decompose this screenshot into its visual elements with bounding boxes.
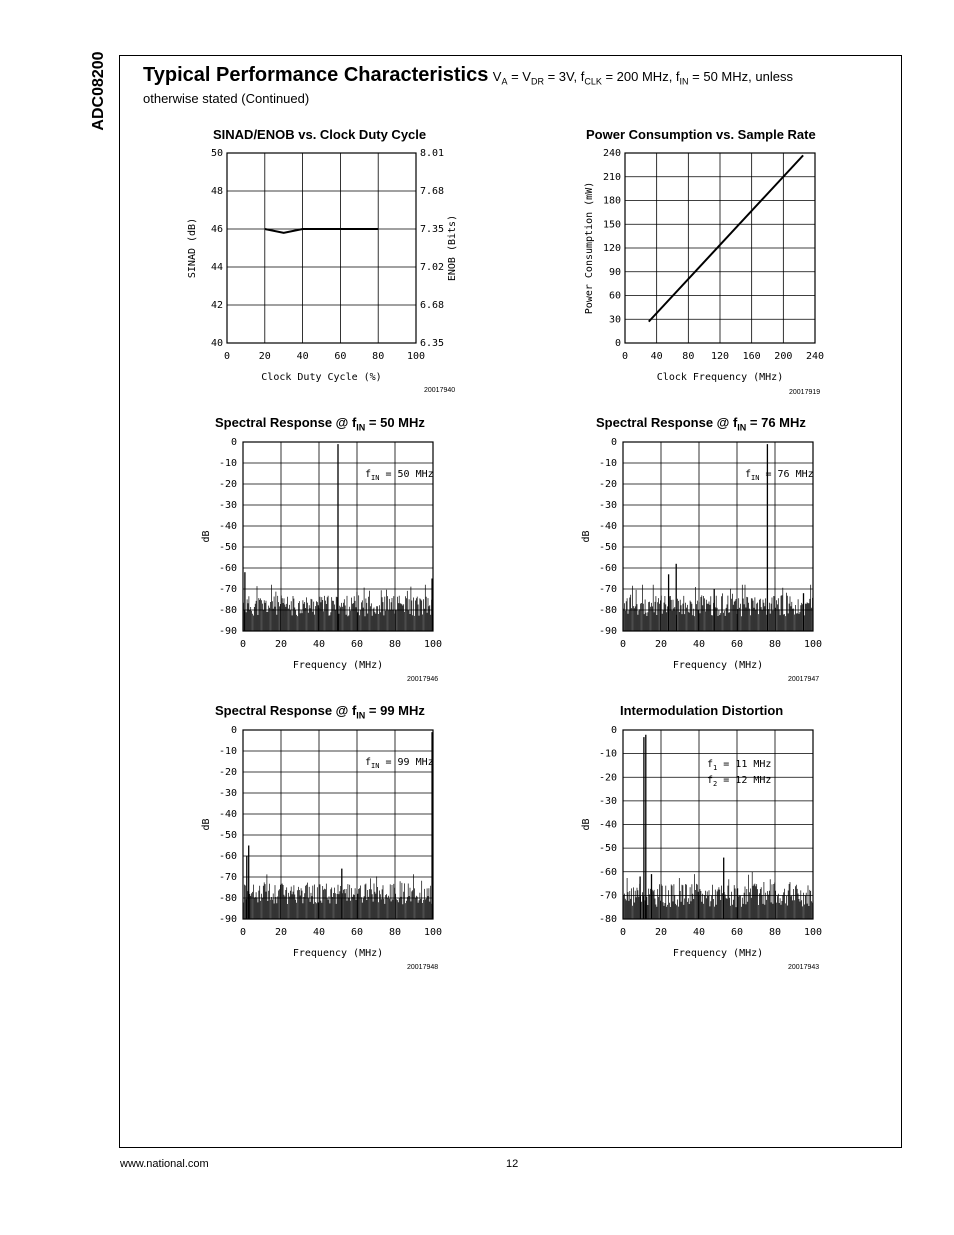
spec76-y-tick-label: -40 [598, 521, 617, 532]
power-y-tick-label: 240 [602, 148, 621, 159]
sinad-x-axis-label: Clock Duty Cycle (%) [261, 372, 382, 383]
imd-y-tick-label: -70 [598, 890, 617, 902]
spec76-y-tick-label: -80 [598, 605, 617, 616]
power-x-tick-label: 120 [710, 351, 730, 362]
sinad-x-tick-label: 40 [296, 351, 309, 362]
power-x-tick-label: 240 [805, 351, 825, 362]
imd-y-tick-label: -50 [598, 843, 617, 855]
spec50-y-tick-label: -60 [218, 563, 237, 574]
spec76-x-tick-label: 80 [768, 639, 782, 650]
imd-x-tick-label: 100 [803, 927, 823, 938]
sinad-y-tick-label: 40 [210, 338, 223, 349]
spec50-y-tick-label: -10 [218, 458, 237, 469]
conditions-continued: otherwise stated (Continued) [143, 91, 310, 106]
spec99-y-tick-label: -20 [218, 767, 237, 778]
imd-y-tick-label: -20 [598, 772, 617, 784]
section-header [143, 64, 793, 87]
spec50-x-tick-label: 0 [239, 639, 247, 650]
spec76-y-tick-label: -30 [598, 500, 617, 511]
imd-annotation: $f_2 = 12$ MHz [707, 775, 772, 788]
spec76-x-tick-label: 40 [692, 639, 706, 650]
imd-x-axis-label: Frequency (MHz) [672, 948, 764, 959]
chart-title-spec50: Spectral Response @ $f_{IN} = 50$ MHz [215, 415, 425, 433]
imd-y-tick-label: -80 [598, 914, 617, 925]
spec99-y-tick-label: -50 [218, 830, 237, 841]
sinad-x-tick-label: 0 [223, 351, 231, 362]
imd-y-tick-label: -10 [598, 748, 617, 760]
chart-power [575, 140, 835, 390]
power-x-tick-label: 160 [742, 351, 761, 362]
chart-title-power: Power Consumption vs. Sample Rate [586, 127, 816, 142]
power-x-tick-label: 80 [682, 351, 695, 362]
figure-id-spec76: 20017947 [788, 676, 820, 683]
spec76-y-tick-label: -70 [598, 584, 617, 595]
section-title: Typical Performance Characteristics [143, 64, 489, 86]
imd-x-tick-label: 40 [692, 927, 706, 938]
chart-title-imd: Intermodulation Distortion [620, 703, 784, 718]
imd-y-axis-label: dB [581, 818, 592, 831]
spec99-x-tick-label: 80 [388, 927, 402, 938]
sinad-y2-tick-label: 6.35 [420, 338, 445, 349]
spec99-x-tick-label: 100 [423, 927, 443, 938]
imd-x-tick-label: 0 [619, 927, 627, 938]
figure-id-imd: 20017943 [788, 964, 820, 971]
sinad-x-tick-label: 80 [372, 351, 385, 362]
sinad-y2-tick-label: 6.68 [420, 300, 445, 311]
spec50-x-tick-label: 20 [274, 639, 288, 650]
sinad-y-tick-label: 48 [210, 186, 223, 197]
power-y-tick-label: 210 [602, 171, 621, 183]
spec50-y-tick-label: -20 [218, 479, 237, 490]
spec99-y-tick-label: -70 [218, 872, 237, 883]
spec99-y-tick-label: -80 [218, 893, 237, 904]
imd-y-tick-label: -60 [598, 866, 617, 878]
spec76-y-tick-label: -10 [598, 458, 617, 469]
spec99-x-tick-label: 60 [350, 927, 364, 938]
chart-sinad [180, 140, 480, 390]
spec50-y-tick-label: -50 [218, 542, 237, 553]
sinad-y2-tick-label: 8.01 [420, 148, 445, 159]
spec99-annotation: $f_{IN} = 99$ MHz [365, 757, 434, 770]
power-y-tick-label: 60 [608, 290, 621, 302]
spec99-x-tick-label: 0 [239, 927, 247, 938]
spec76-x-tick-label: 20 [654, 639, 668, 650]
figure-id-power: 20017919 [789, 389, 821, 396]
sinad-y2-tick-label: 7.35 [420, 224, 445, 235]
spec76-x-tick-label: 100 [803, 639, 823, 650]
spec99-y-tick-label: -60 [218, 851, 237, 862]
sinad-plot-frame [227, 153, 416, 343]
power-y-tick-label: 30 [608, 314, 621, 326]
chart-title-spec99: Spectral Response @ $f_{IN} = 99$ MHz [215, 703, 425, 721]
power-y-tick-label: 150 [602, 219, 621, 231]
imd-x-tick-label: 80 [768, 927, 782, 938]
spec99-y-tick-label: -90 [218, 914, 237, 925]
power-y-tick-label: 0 [614, 338, 621, 349]
imd-y-tick-label: -40 [598, 819, 617, 831]
imd-x-tick-label: 60 [730, 927, 744, 938]
spec76-y-tick-label: -60 [598, 563, 617, 574]
spec50-y-tick-label: -90 [218, 626, 237, 637]
spec99-y-tick-label: -40 [218, 809, 237, 820]
sinad-y-tick-label: 50 [210, 148, 223, 159]
spec99-y-tick-label: -30 [218, 788, 237, 799]
spec50-y-axis-label: dB [201, 530, 212, 543]
sinad-x-tick-label: 100 [406, 351, 426, 362]
power-y-tick-label: 90 [608, 266, 621, 278]
sinad-x-tick-label: 20 [258, 351, 271, 362]
sinad-y2-tick-label: 7.68 [420, 186, 445, 197]
spec76-noise-floor [624, 585, 813, 631]
spec99-y-tick-label: -10 [218, 746, 237, 757]
spec76-x-tick-label: 60 [730, 639, 744, 650]
sinad-y2-tick-label: 7.02 [420, 262, 445, 273]
sinad-y-tick-label: 46 [210, 224, 223, 235]
chart-spec76 [575, 432, 835, 677]
spec50-x-axis-label: Frequency (MHz) [292, 660, 384, 671]
chart-title-sinad: SINAD/ENOB vs. Clock Duty Cycle [213, 127, 427, 142]
chart-title-spec76: Spectral Response @ $f_{IN} = 76$ MHz [596, 415, 806, 433]
spec76-x-tick-label: 0 [619, 639, 627, 650]
spec99-noise-floor [244, 874, 433, 919]
spec76-x-axis-label: Frequency (MHz) [672, 660, 764, 671]
figure-id-sinad: 20017940 [424, 387, 456, 394]
imd-y-tick-label: -30 [598, 795, 617, 807]
spec99-x-axis-label: Frequency (MHz) [292, 948, 384, 959]
power-x-tick-label: 0 [621, 351, 629, 362]
spec50-annotation: $f_{IN} = 50$ MHz [365, 469, 434, 482]
spec50-x-tick-label: 80 [388, 639, 402, 650]
power-x-tick-label: 200 [774, 351, 793, 362]
spec76-y-tick-label: -50 [598, 542, 617, 553]
footer-page-number: 12 [506, 1158, 519, 1170]
imd-x-tick-label: 20 [654, 927, 668, 938]
spec50-y-tick-label: -70 [218, 584, 237, 595]
sinad-x-tick-label: 60 [334, 351, 347, 362]
power-y-axis-label: Power Consumption (mW) [584, 181, 595, 315]
spec50-x-tick-label: 40 [312, 639, 326, 650]
sinad-y2-axis-label: ENOB (Bits) [447, 214, 458, 282]
footer-website: www.national.com [120, 1158, 209, 1170]
sinad-y-tick-label: 42 [210, 300, 223, 311]
power-series-line [649, 155, 803, 321]
spec99-x-tick-label: 20 [274, 927, 288, 938]
spec76-y-tick-label: -90 [598, 626, 617, 637]
side-part-number [88, 48, 110, 134]
spec50-y-tick-label: -40 [218, 521, 237, 532]
sinad-series-line [265, 229, 378, 233]
spec99-x-tick-label: 40 [312, 927, 326, 938]
imd-y-tick-label: 0 [610, 725, 617, 736]
spec99-y-axis-label: dB [201, 818, 212, 831]
spec76-y-tick-label: -20 [598, 479, 617, 490]
spec99-y-tick-label: 0 [230, 725, 237, 736]
conditions-text: $V_A = V_{DR} = 3V$, $f_{CLK} = 200$ MHz, $f_{IN} = 50$ MHz, unless [492, 69, 793, 87]
figure-id-spec99: 20017948 [407, 964, 439, 971]
side-part-number-text: ADC08200 [90, 51, 107, 131]
chart-spec99 [195, 720, 455, 965]
spec76-y-tick-label: 0 [610, 437, 617, 448]
power-y-tick-label: 180 [602, 195, 621, 207]
spec50-y-tick-label: -30 [218, 500, 237, 511]
chart-imd [575, 720, 835, 965]
sinad-y-axis-label: SINAD (dB) [187, 217, 198, 279]
spec76-y-axis-label: dB [581, 530, 592, 543]
spec50-y-tick-label: -80 [218, 605, 237, 616]
chart-spec50 [195, 432, 455, 677]
spec50-x-tick-label: 100 [423, 639, 443, 650]
figure-id-spec50: 20017946 [407, 676, 439, 683]
power-x-tick-label: 40 [650, 351, 663, 362]
imd-annotation: $f_1 = 11$ MHz [707, 759, 772, 772]
spec50-y-tick-label: 0 [230, 437, 237, 448]
spec50-x-tick-label: 60 [350, 639, 364, 650]
power-x-axis-label: Clock Frequency (MHz) [656, 372, 784, 383]
sinad-y-tick-label: 44 [210, 262, 223, 273]
spec76-annotation: $f_{IN} = 76$ MHz [745, 469, 814, 482]
power-y-tick-label: 120 [602, 243, 621, 254]
